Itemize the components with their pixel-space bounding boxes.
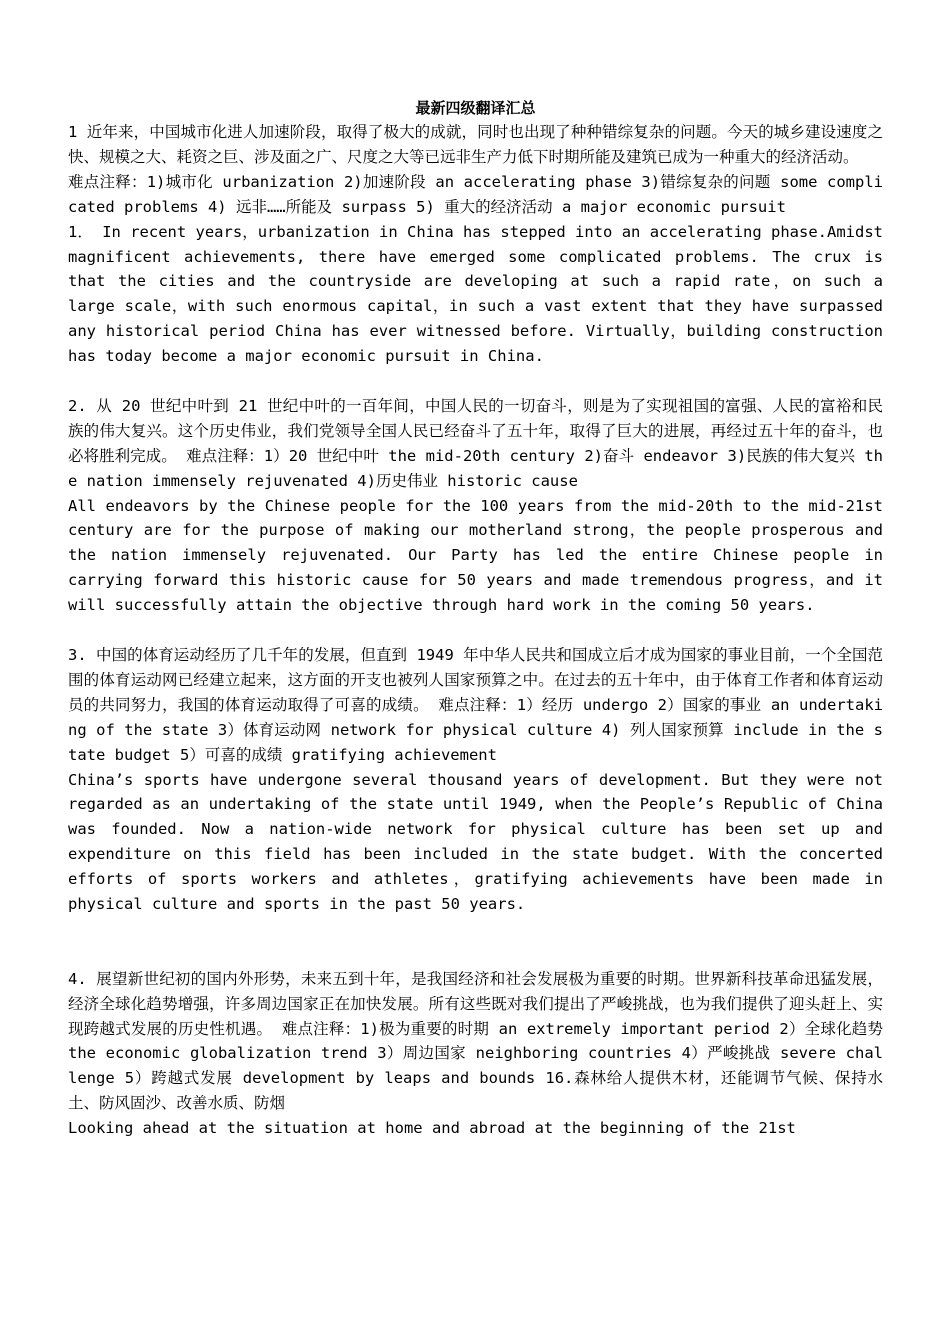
section-2 <box>68 394 883 618</box>
section-1-chinese: 1 近年来，中国城市化进人加速阶段，取得了极大的成就，同时也出现了种种错综复杂的问题。今天的城乡建设速度之快、规模之大、耗资之巨、涉及面之广、尺度之大等已远非生产力低下时期所能及建筑已成为一种重大的经济活动。 <box>68 123 883 166</box>
section-3-english: China’s sports have undergone several thousand years of development. But they were not regarded as an undertaking of the state until 1949, when the People’s Republic of China was founded. Now a nation-wide network for physical culture has been set up and expenditure on this field has been included in the state budget. With the concerted efforts of sports workers and athletes，gratifying achievements have been made in physical culture and sports in the past 50 years. <box>68 770 883 914</box>
paragraph-spacer <box>68 917 883 967</box>
paragraph-spacer <box>68 369 883 394</box>
paragraph-spacer <box>68 618 883 643</box>
section-3 <box>68 643 883 917</box>
section-1-notes: 难点注释：1)城市化 urbanization 2)加速阶段 an accelerating phase 3)错综复杂的问题 some complicated problems 4) 远非……所能及 surpass 5) 重大的经济活动 a major economic pursuit <box>68 172 883 216</box>
section-1-english: 1． In recent years，urbanization in China has stepped into an accelerating phase.Amidst magnificent achievements, there have emerged some complicated problems. The crux is that the cities and the countryside are developing at such a rapid rate，on such a large scale，with such enormous capital，in such a vast extent that they have surpassed any historical period China has ever witnessed before. Virtually，building construction has today become a major economic pursuit in China. <box>68 222 883 366</box>
section-1 <box>68 120 883 369</box>
section-4 <box>68 967 883 1141</box>
section-3-chinese-notes: 3. 中国的体育运动经历了几千年的发展，但直到 1949 年中华人民共和国成立后才成为国家的事业目前，一个全国范围的体育运动网已经建立起来，这方面的开支也被列人国家预算之中。在过去的五十年中，由于体育工作者和体育运动员的共同努力，我国的体育运动取得了可喜的成绩。 难点注释：1）经历 undergo 2）国家的事业 an undertaking of the state 3）体育运动网 network for physical culture 4) 列人国家预算 include in the state budget 5）可喜的成绩 gratifying achievement <box>68 646 883 764</box>
document-page <box>68 96 883 1141</box>
section-4-english: Looking ahead at the situation at home and abroad at the beginning of the 21st <box>68 1119 796 1138</box>
section-2-chinese-notes: 2. 从 20 世纪中叶到 21 世纪中叶的一百年间，中国人民的一切奋斗，则是为了实现祖国的富强、人民的富裕和民族的伟大复兴。这个历史伟业，我们党领导全国人民已经奋斗了五十年，取得了巨大的进展，再经过五十年的奋斗，也必将胜利完成。 难点注释：1）20 世纪中叶 the mid-20th century 2)奋斗 endeavor 3)民族的伟大复兴 the nation immensely rejuvenated 4)历史伟业 historic cause <box>68 396 883 490</box>
document-title: 最新四级翻译汇总 <box>415 99 536 117</box>
section-2-english: All endeavors by the Chinese people for the 100 years from the mid-20th to the mid-21st century are for the purpose of making our motherland strong，the people prosperous and the nation immensely rejuvenated. Our Party has led the entire Chinese people in carrying forward this historic cause for 50 years and made tremendous progress，and it will successfully attain the objective through hard work in the coming 50 years. <box>68 496 883 615</box>
section-4-chinese-notes: 4. 展望新世纪初的国内外形势，未来五到十年，是我国经济和社会发展极为重要的时期。世界新科技革命迅猛发展，经济全球化趋势增强，许多周边国家正在加快发展。所有这些既对我们提出了严峻挑战，也为我们提供了迎头赶上、实现跨越式发展的历史性机遇。 难点注释：1)极为重要的时期 an extremely important period 2）全球化趋势 the economic globalization trend 3）周边国家 neighboring countries 4）严峻挑战 severe challenge 5）跨越式发展 development by leaps and bounds 16.森林给人提供木材，还能调节气候、保持水土、防风固沙、改善水质、防烟 <box>68 969 883 1113</box>
